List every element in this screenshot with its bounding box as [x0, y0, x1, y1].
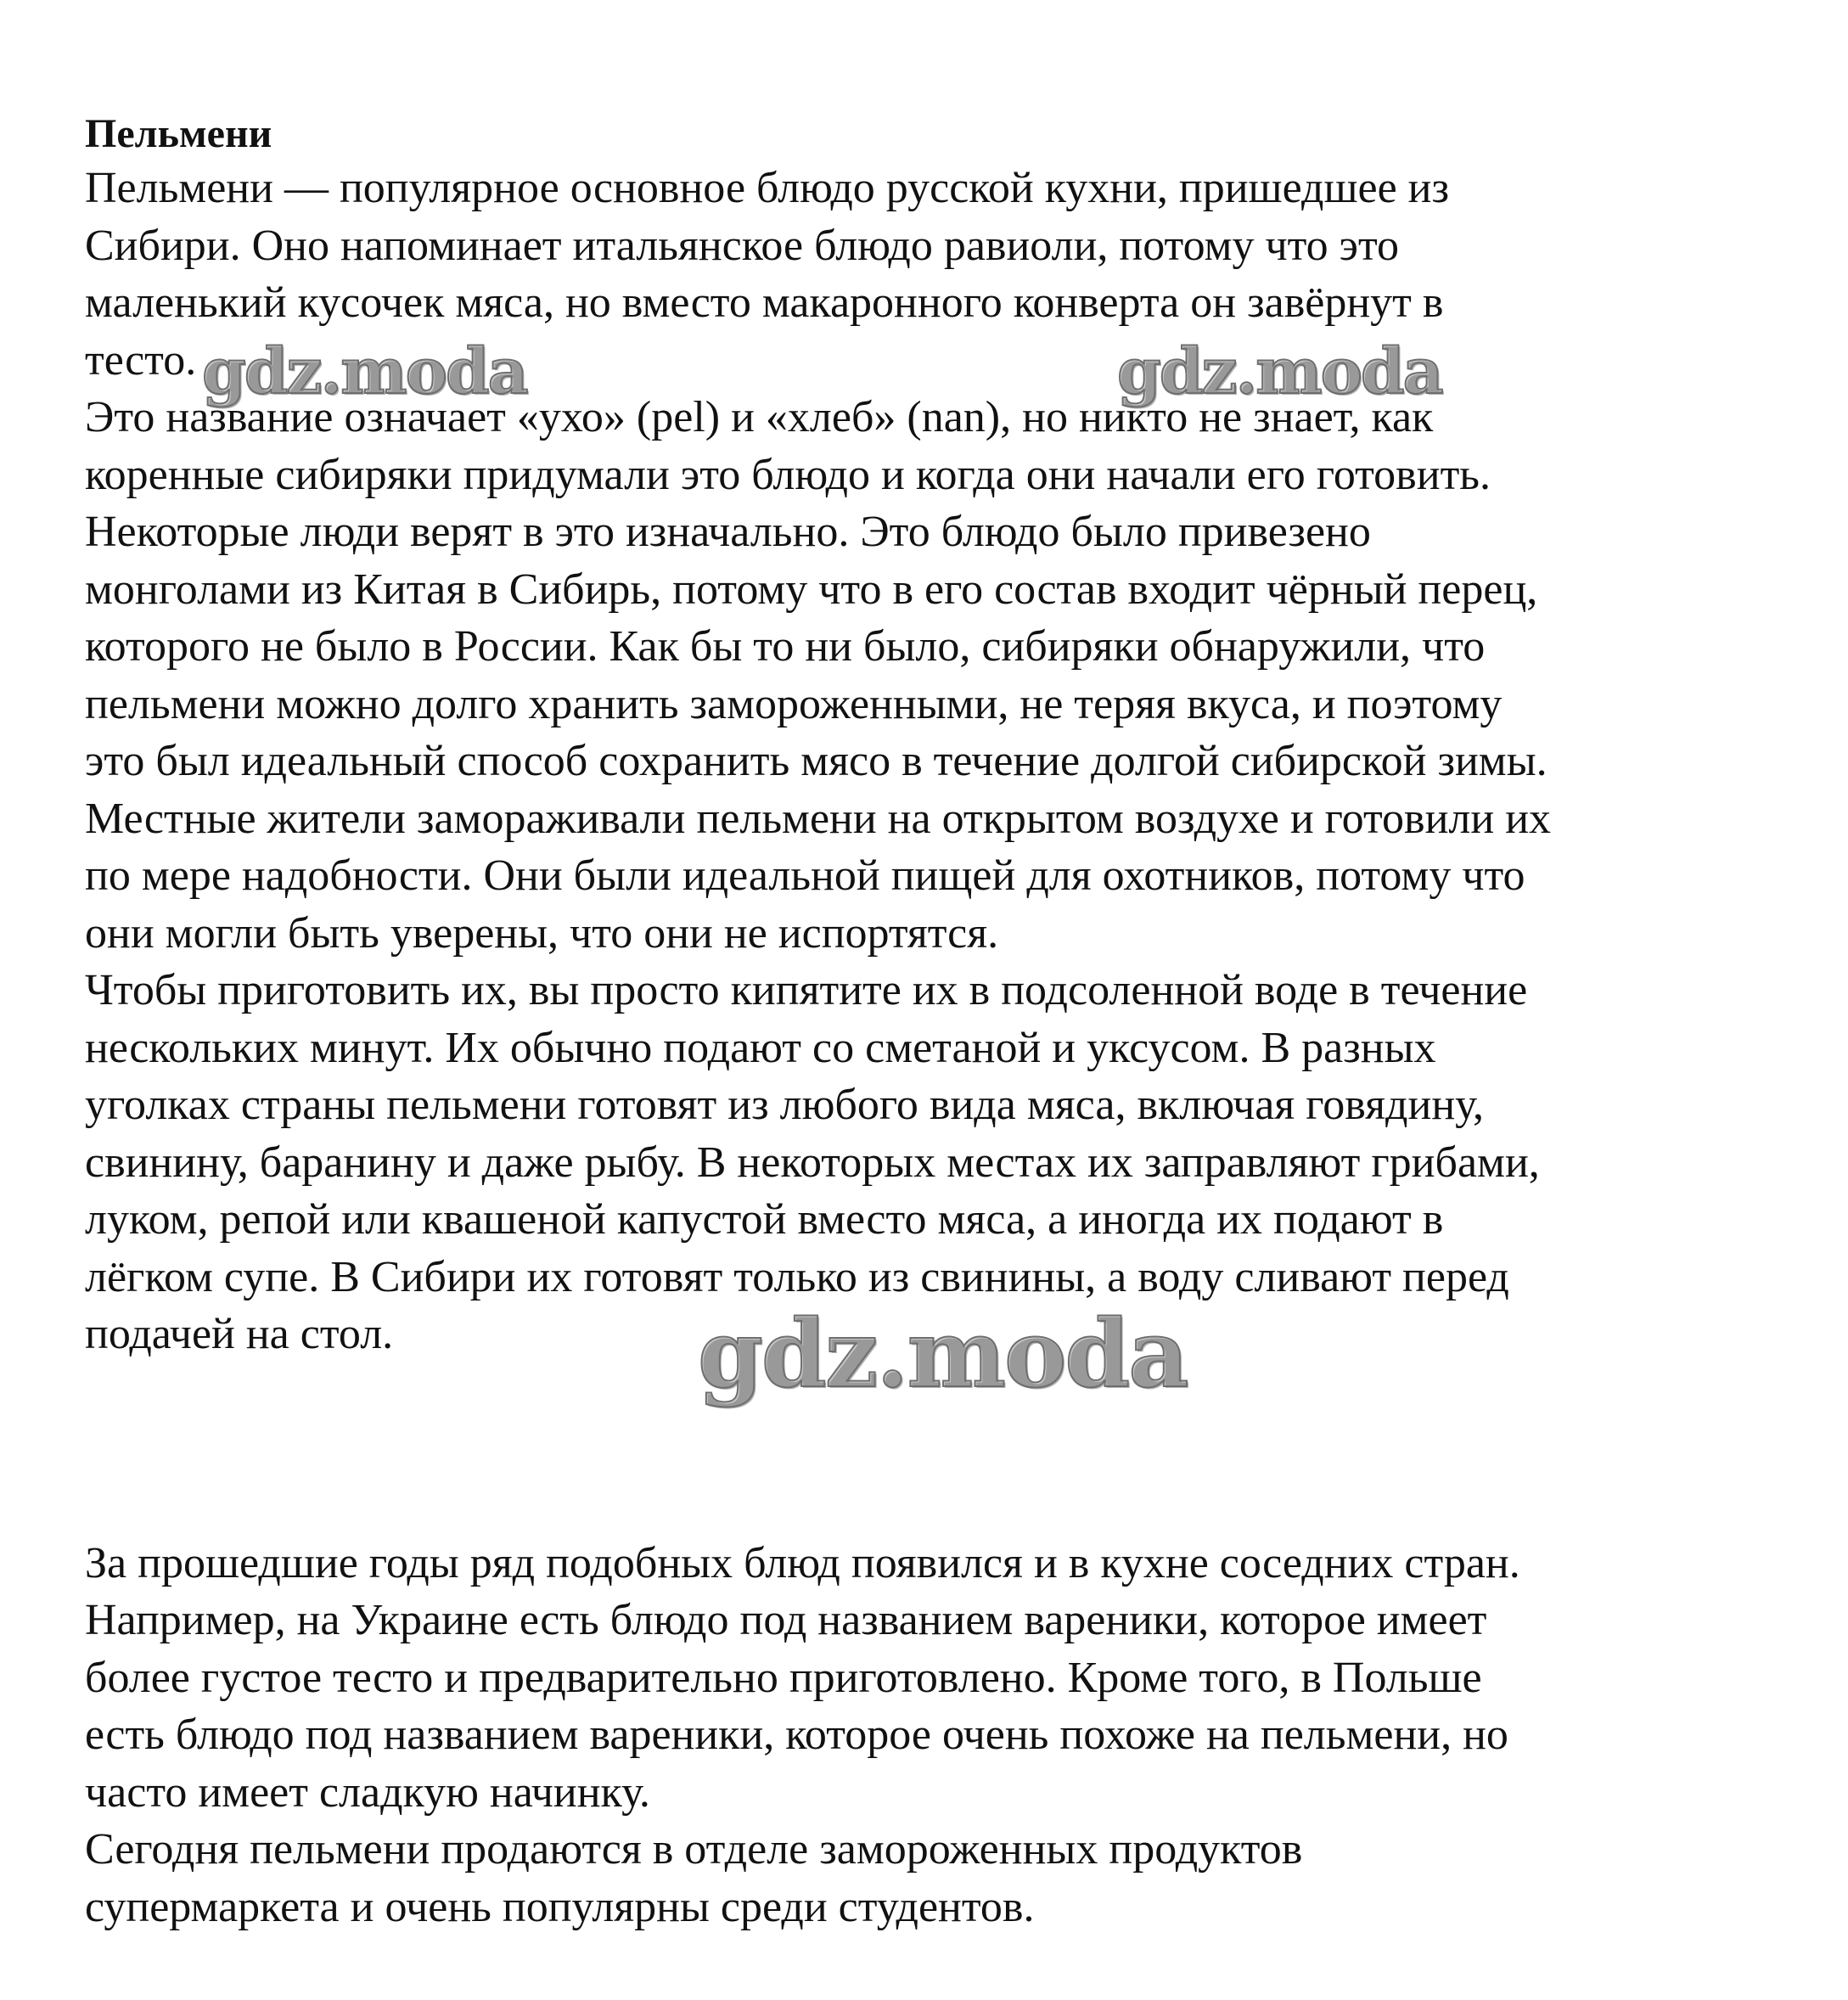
text-line: нескольких минут. Их обычно подают со сметаной и уксусом. В разных: [85, 1023, 1436, 1072]
text-line: Сегодня пельмени продаются в отделе замороженных продуктов: [85, 1825, 1303, 1874]
text-line: Чтобы приготовить их, вы просто кипятите их в подсоленной воде в течение: [85, 966, 1528, 1014]
text-line: супермаркета и очень популярны среди студентов.: [85, 1882, 1035, 1931]
text-line: Некоторые люди верят в это изначально. Это блюдо было привезено: [85, 508, 1371, 556]
text-line: Пельмени — популярное основное блюдо русской кухни, пришедшее из: [85, 164, 1450, 212]
text-line: коренные сибиряки придумали это блюдо и когда они начали его готовить.: [85, 450, 1491, 499]
paragraph-origin: [85, 389, 1783, 962]
text-line: Например, на Украине есть блюдо под названием вареники, которое имеет: [85, 1596, 1487, 1644]
text-line: луком, репой или квашеной капустой вместо мяса, а иногда их подают в: [85, 1195, 1444, 1244]
text-line: Это название означает «ухо» (pel) и «хлеб» (nan), но никто не знает, как: [85, 393, 1434, 441]
paragraph-today: [85, 1821, 1783, 1935]
text-line: есть блюдо под названием вареники, которое очень похоже на пельмени, но: [85, 1711, 1508, 1759]
text-line: которого не было в России. Как бы то ни было, сибиряки обнаружили, что: [85, 622, 1486, 671]
text-line: это был идеальный способ сохранить мясо в течение долгой сибирской зимы.: [85, 737, 1547, 785]
text-line: маленький кусочек мяса, но вместо макаронного конверта он завёрнут в: [85, 278, 1444, 327]
text-line: лёгком супе. В Сибири их готовят только из свинины, а воду сливают перед: [85, 1252, 1509, 1301]
text-line: часто имеет сладкую начинку.: [85, 1767, 650, 1817]
paragraph-neighbors: [85, 1535, 1783, 1822]
text-line: Местные жители замораживали пельмени на открытом воздухе и готовили их: [85, 794, 1552, 843]
text-line: За прошедшие годы ряд подобных блюд появился и в кухне соседних стран.: [85, 1538, 1520, 1587]
text-line: подачей на стол.: [85, 1310, 394, 1358]
watermark-logo: gdz.moda: [1117, 335, 1442, 408]
text-line: более густое тесто и предварительно приготовлено. Кроме того, в Польше: [85, 1653, 1482, 1702]
text-line: пельмени можно долго хранить замороженными, не теряя вкуса, и поэтому: [85, 679, 1503, 728]
document-title: Пельмени: [85, 111, 272, 156]
text-line: свинину, баранину и даже рыбу. В некоторых местах их заправляют грибами,: [85, 1138, 1540, 1187]
watermark-logo: gdz.moda: [202, 335, 527, 408]
watermark-logo: gdz.moda: [698, 1299, 1188, 1408]
text-line: уголках страны пельмени готовят из любого вида мяса, включая говядину,: [85, 1081, 1484, 1129]
text-line: они могли быть уверены, что они не испортятся.: [85, 908, 999, 958]
text-line: тесто.: [85, 335, 197, 385]
text-line: монголами из Китая в Сибирь, потому что в его состав входит чёрный перец,: [85, 565, 1538, 614]
text-line: по мере надобности. Они были идеальной пищей для охотников, потому что: [85, 851, 1525, 900]
text-line: Сибири. Оно напоминает итальянское блюдо равиоли, потому что это: [85, 221, 1400, 270]
